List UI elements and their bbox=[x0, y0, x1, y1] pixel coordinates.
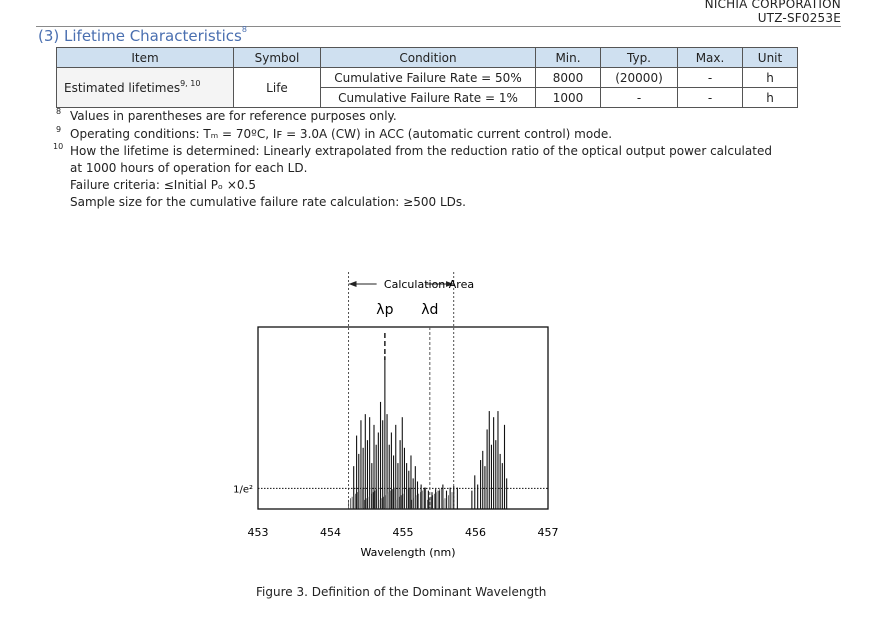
x-tick-label: 453 bbox=[247, 526, 269, 539]
company-name: NICHIA CORPORATION bbox=[704, 0, 841, 11]
col-header-condition: Condition bbox=[321, 48, 536, 68]
x-tick-label: 454 bbox=[320, 526, 341, 539]
typ-cell: (20000) bbox=[601, 68, 678, 88]
calc-area-label: Calculation Area bbox=[383, 278, 475, 291]
condition-cell: Cumulative Failure Rate = 50% bbox=[321, 68, 536, 88]
item-note: 9, 10 bbox=[180, 78, 201, 88]
col-header-item: Item bbox=[57, 48, 234, 68]
x-axis-label: Wavelength (nm) bbox=[360, 546, 456, 559]
section-title-note: 8 bbox=[241, 25, 247, 34]
unit-cell: h bbox=[743, 68, 798, 88]
spectrum-lines bbox=[349, 356, 507, 509]
min-cell: 1000 bbox=[536, 88, 601, 108]
min-cell: 8000 bbox=[536, 68, 601, 88]
x-tick-label: 456 bbox=[465, 526, 486, 539]
footnote-text: Operating conditions: Tₘ = 70ºC, Iꜰ = 3.0A (CW) in ACC (automatic current control) mode. bbox=[70, 127, 613, 141]
footnote-10-line-4: Sample size for the cumulative failure rate calculation: ≥500 LDs. bbox=[70, 195, 466, 209]
lambda-p-label: λp bbox=[376, 302, 394, 318]
document-number: UTZ-SF0253E bbox=[757, 11, 841, 25]
col-header-min: Min. bbox=[536, 48, 601, 68]
figure-caption: Figure 3. Definition of the Dominant Wavelength bbox=[256, 585, 547, 599]
footnote-number: 10 bbox=[53, 142, 64, 151]
footnote-10-line-2: at 1000 hours of operation for each LD. bbox=[70, 161, 308, 175]
col-header-max: Max. bbox=[678, 48, 743, 68]
max-cell: - bbox=[678, 88, 743, 108]
footnote-10-line-3: Failure criteria: ≤Initial Pₒ ×0.5 bbox=[70, 178, 256, 192]
x-tick-label: 455 bbox=[392, 526, 414, 539]
item-text: Estimated lifetimes bbox=[64, 80, 181, 95]
col-header-symbol: Symbol bbox=[234, 48, 321, 68]
max-cell: - bbox=[678, 68, 743, 88]
x-tick-labels bbox=[248, 526, 559, 539]
footnote-number: 8 bbox=[56, 107, 62, 116]
typ-cell: - bbox=[601, 88, 678, 108]
footnote-text: How the lifetime is determined: Linearly extrapolated from the reduction ratio of the optical output power calculated bbox=[70, 144, 772, 158]
symbol-cell: Life bbox=[234, 68, 321, 108]
lambda-d-label: λd bbox=[421, 302, 439, 318]
condition-cell: Cumulative Failure Rate = 1% bbox=[321, 88, 536, 108]
col-header-unit: Unit bbox=[743, 48, 798, 68]
threshold-label: 1/e² bbox=[233, 484, 253, 496]
section-title-text: (3) Lifetime Characteristics bbox=[38, 27, 242, 45]
x-tick-label: 457 bbox=[537, 526, 559, 539]
col-header-typ: Typ. bbox=[601, 48, 678, 68]
footnote-number: 9 bbox=[56, 125, 62, 134]
footnote-text: Values in parentheses are for reference purposes only. bbox=[70, 109, 397, 123]
unit-cell: h bbox=[743, 88, 798, 108]
